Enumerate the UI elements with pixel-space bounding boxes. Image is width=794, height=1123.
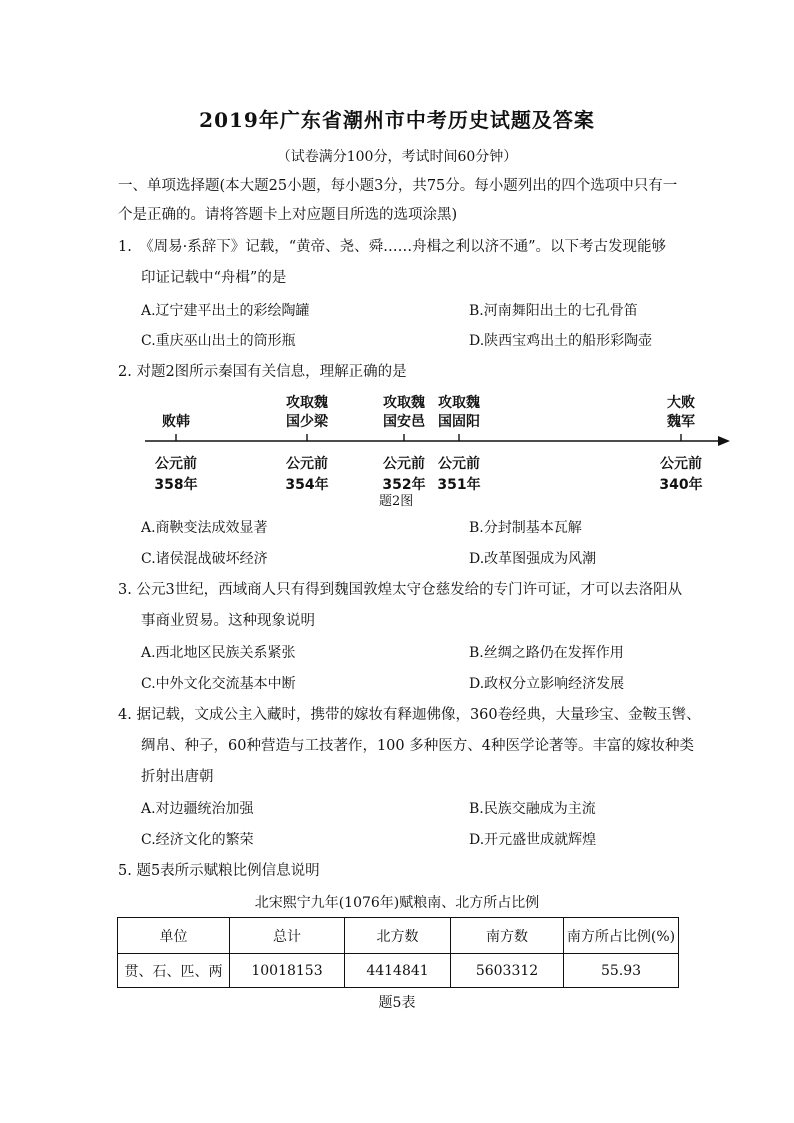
- table-header-cell: 南方数: [451, 918, 564, 954]
- q4-option-d: D.开元盛世成就辉煌: [469, 832, 597, 848]
- table-header-cell: 总计: [230, 918, 345, 954]
- q5-stem: 5. 题5表所示赋粮比例信息说明: [118, 863, 320, 879]
- timeline-date-5a: 公元前: [660, 456, 702, 472]
- q1-option-a: A.辽宁建平出土的彩绘陶罐: [141, 303, 310, 319]
- timeline-date-4a: 公元前: [438, 456, 480, 472]
- timeline-date-1a: 公元前: [155, 456, 197, 472]
- timeline-date-4b: 351年: [437, 477, 481, 493]
- timeline-event-4-label-bottom: 国固阳: [438, 414, 480, 430]
- q4-option-b: B.民族交融成为主流: [469, 801, 596, 817]
- table-header-cell: 北方数: [345, 918, 451, 954]
- q2-figure-caption: 题2图: [379, 494, 414, 509]
- q1-option-b: B.河南舞阳出土的七孔骨笛: [469, 303, 638, 319]
- q4-option-a: A.对边疆统治加强: [141, 801, 254, 817]
- table-row: [118, 954, 679, 988]
- section-instructions-line1: 一、单项选择题(本大题25小题，每小题3分，共75分。每小题列出的四个选项中只有一: [118, 178, 678, 194]
- timeline-event-5-label-top: 大败: [667, 395, 695, 411]
- q2-option-d: D.改革图强成为风潮: [469, 551, 597, 567]
- section-instructions-line2: 个是正确的。请将答题卡上对应题目所选的选项涂黑): [118, 207, 458, 223]
- table-header-row: [118, 918, 679, 954]
- q5-data-table: [117, 917, 679, 988]
- timeline-event-3-label-bottom: 国安邑: [383, 414, 425, 430]
- timeline-date-3a: 公元前: [383, 456, 425, 472]
- q2-option-c: C.诸侯混战破坏经济: [141, 551, 268, 567]
- timeline-event-4-label-top: 攻取魏: [438, 395, 480, 411]
- q4-stem-line1: 4. 据记载，文成公主入藏时，携带的嫁妆有释迦佛像，360卷经典，大量珍宝、金鞍玉辔、: [118, 707, 701, 723]
- q1-stem-line1: 1. 《周易·系辞下》记载，“黄帝、尧、舜……舟楫之利以济不通”。以下考古发现能够: [118, 239, 667, 255]
- q4-stem-line2: 绸帛、种子，60种营造与工技著作，100 多种医方、4种医学论著等。丰富的嫁妆种类: [141, 738, 694, 754]
- q5-table-title: 北宋熙宁九年(1076年)赋粮南、北方所占比例: [254, 895, 540, 911]
- table-cell: 4414841: [345, 954, 451, 988]
- table-cell: 10018153: [230, 954, 345, 988]
- exam-info: （试卷满分100分，考试时间60分钟）: [276, 149, 518, 165]
- q3-option-d: D.政权分立影响经济发展: [469, 676, 625, 692]
- timeline-date-2a: 公元前: [286, 456, 328, 472]
- table-header-cell: 单位: [118, 918, 230, 954]
- timeline-event-2-label-top: 攻取魏: [286, 395, 328, 411]
- timeline-event-5-label-bottom: 魏军: [667, 414, 695, 430]
- timeline-date-2b: 354年: [285, 477, 329, 493]
- timeline-event-3-label-top: 攻取魏: [383, 395, 425, 411]
- q4-option-c: C.经济文化的繁荣: [141, 832, 254, 848]
- q1-option-c: C.重庆巫山出土的筒形瓶: [141, 333, 296, 349]
- q2-option-b: B.分封制基本瓦解: [469, 520, 582, 536]
- q2-option-a: A.商鞅变法成效显著: [141, 520, 268, 536]
- table-cell: 55.93: [564, 954, 679, 988]
- table-cell: 5603312: [451, 954, 564, 988]
- timeline-event-2-label-bottom: 国少梁: [286, 414, 328, 430]
- q4-stem-line3: 折射出唐朝: [141, 769, 214, 785]
- timeline-event-1-label: 败韩: [162, 414, 190, 430]
- table-header-cell: 南方所占比例(%): [564, 918, 679, 954]
- q3-stem-line1: 3. 公元3世纪，西域商人只有得到魏国敦煌太守仓慈发给的专门许可证，才可以去洛阳从: [118, 582, 683, 598]
- page-title: 2019年广东省潮州市中考历史试题及答案: [199, 108, 595, 132]
- timeline-date-3b: 352年: [382, 477, 426, 493]
- q5-table-caption: 题5表: [378, 995, 416, 1011]
- q3-option-c: C.中外文化交流基本中断: [141, 676, 296, 692]
- table-cell: 贯、石、匹、两: [118, 954, 230, 988]
- q3-option-a: A.西北地区民族关系紧张: [141, 645, 296, 661]
- q2-stem: 2. 对题2图所示秦国有关信息，理解正确的是: [118, 364, 407, 380]
- q1-option-d: D.陕西宝鸡出土的船形彩陶壶: [469, 333, 653, 349]
- timeline-date-5b: 340年: [659, 477, 703, 493]
- timeline-date-1b: 358年: [154, 477, 198, 493]
- q1-stem-line2: 印证记载中“舟楫”的是: [141, 270, 287, 286]
- q3-option-b: B.丝绸之路仍在发挥作用: [469, 645, 624, 661]
- q3-stem-line2: 事商业贸易。这种现象说明: [141, 613, 315, 629]
